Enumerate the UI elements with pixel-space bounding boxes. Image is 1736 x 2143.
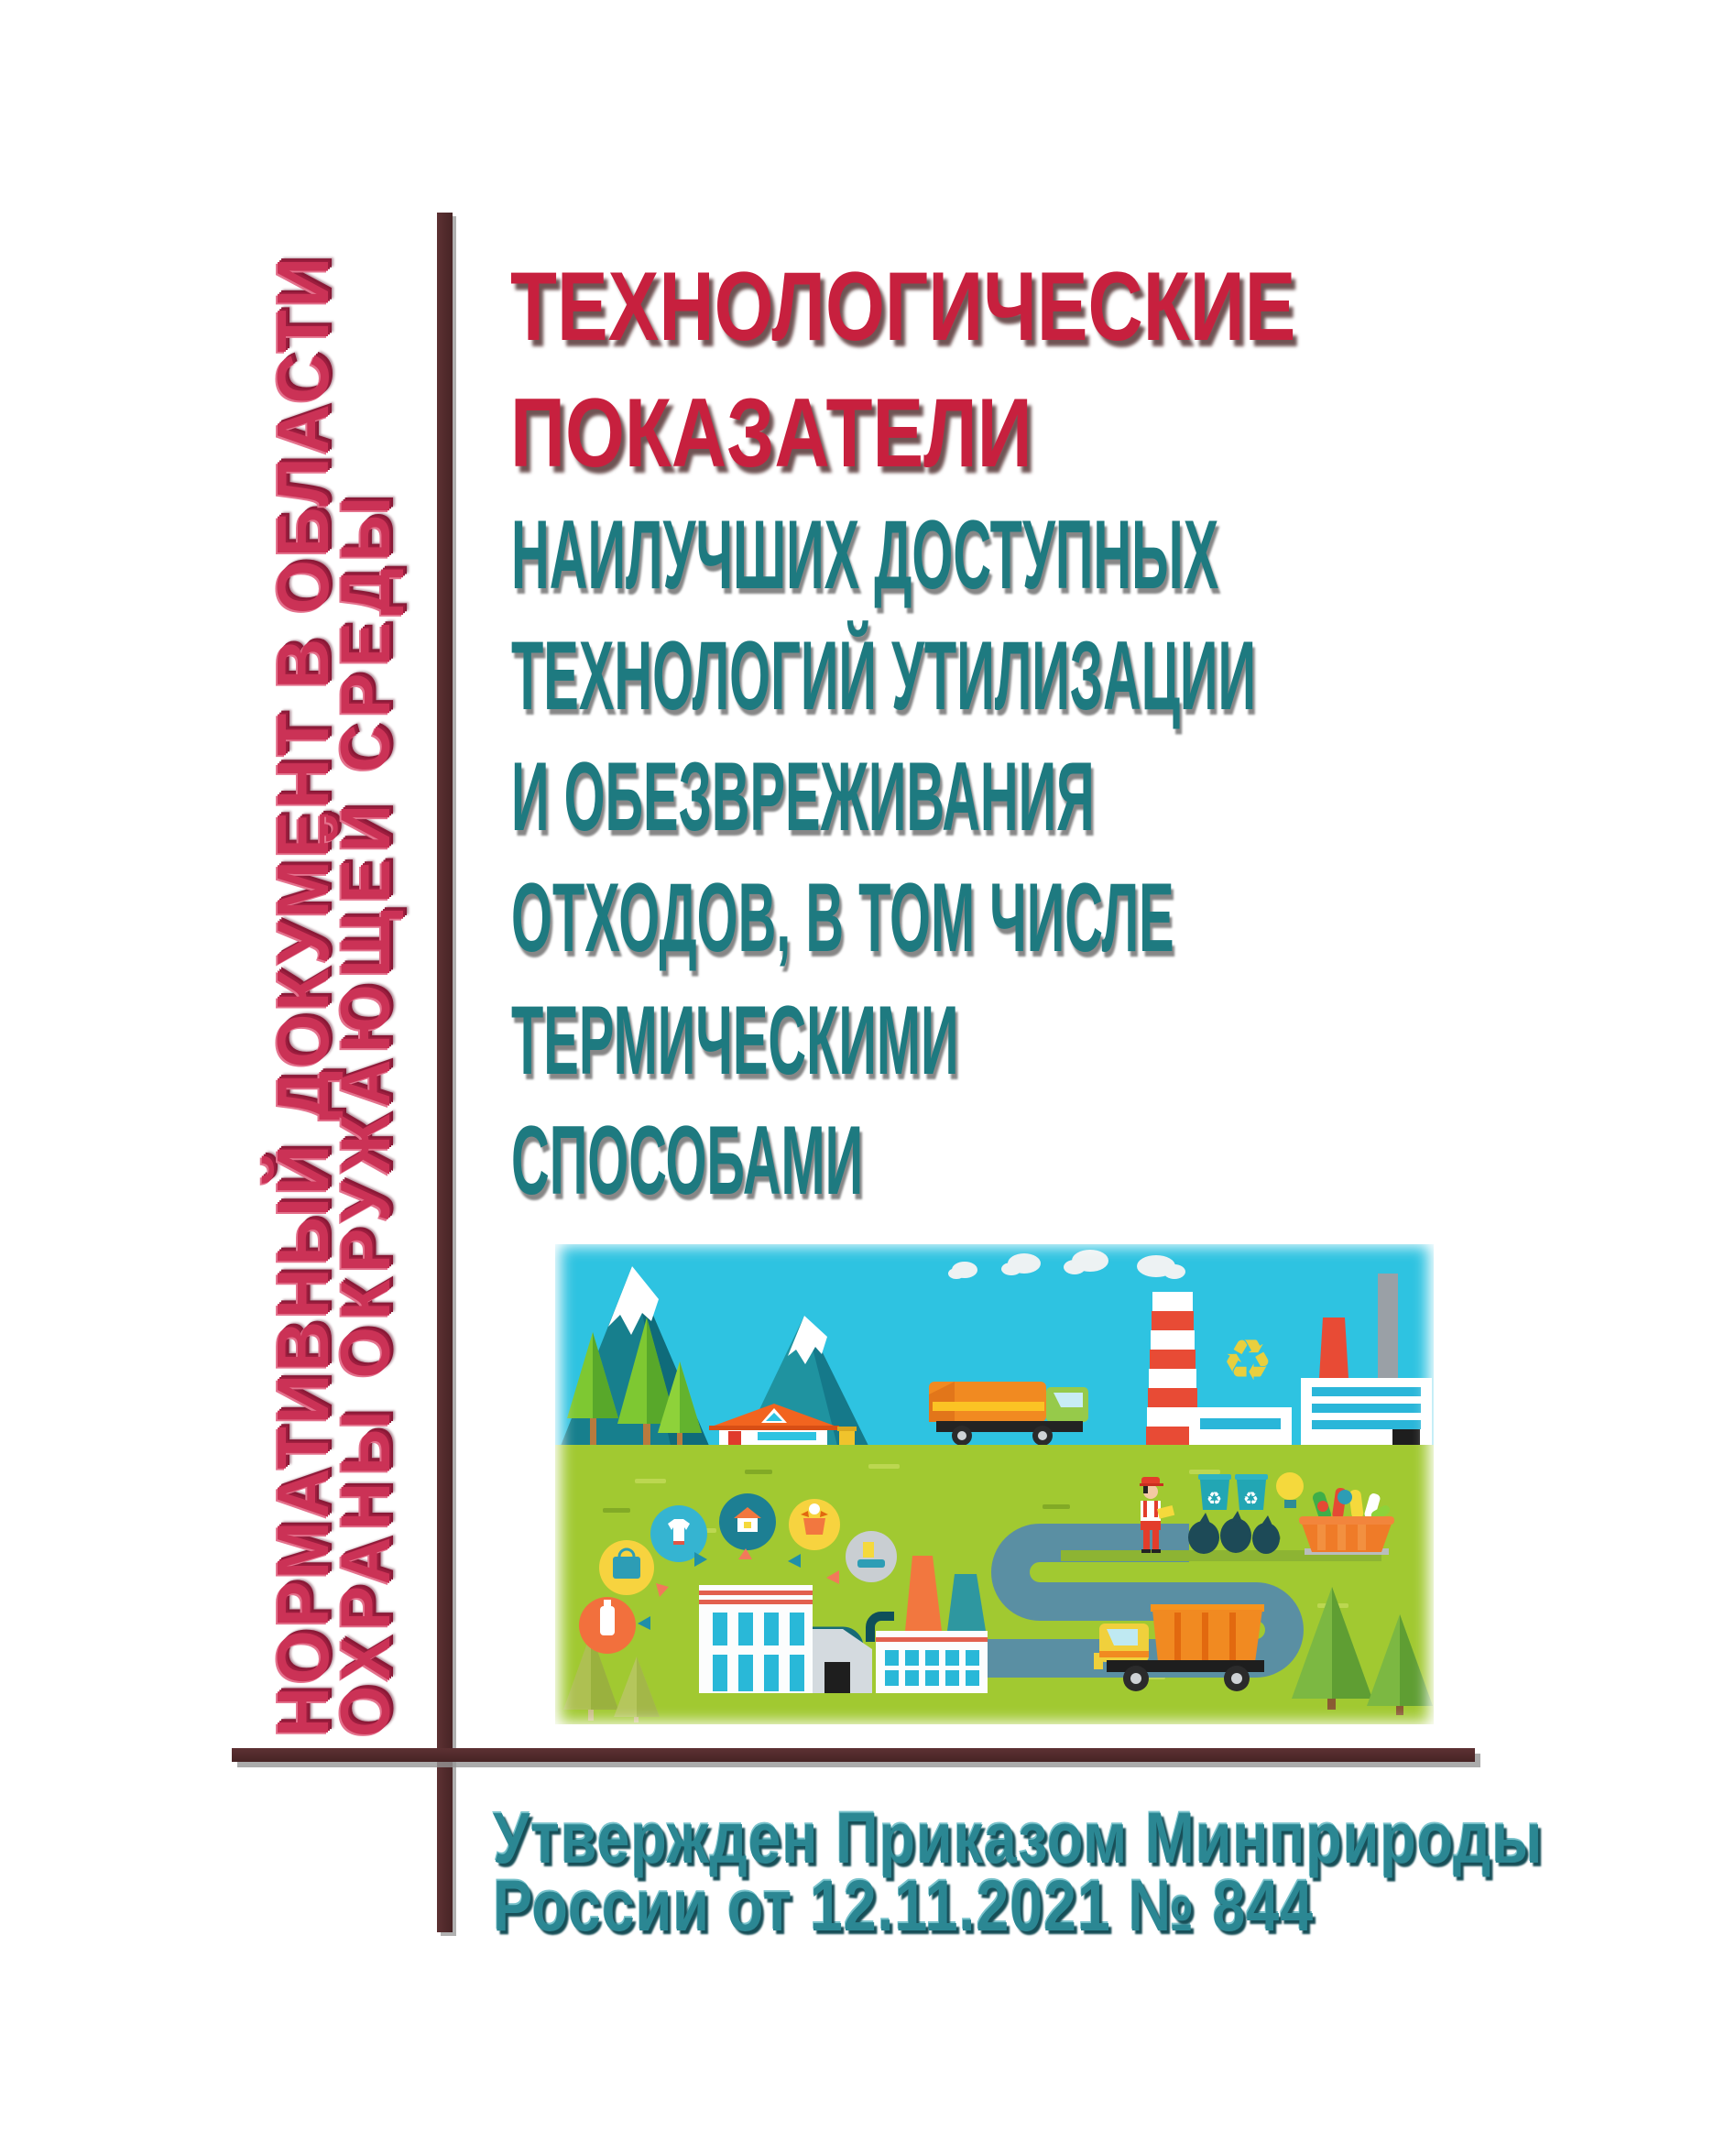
svg-text:♻: ♻ — [1243, 1489, 1260, 1509]
horizontal-divider-line — [232, 1748, 1475, 1762]
subtitle-line-3: И ОБЕЗВРЕЖИВАНИЯ — [511, 741, 1095, 851]
recycle-icon: ♻ — [1222, 1327, 1273, 1394]
subtitle-line-4: ОТХОДОВ, В ТОМ ЧИСЛЕ — [511, 862, 1174, 972]
vertical-divider-line — [437, 213, 453, 1932]
cover-illustration — [548, 1233, 1441, 1735]
page-title-line1: ТЕХНОЛОГИЧЕСКИЕ — [510, 251, 1296, 361]
svg-text:♻: ♻ — [1206, 1489, 1223, 1509]
approval-line1: Утвержден Приказом Минприроды — [493, 1797, 1544, 1878]
subtitle-line-5: ТЕРМИЧЕСКИМИ — [511, 985, 959, 1095]
approval-line2: России от 12.11.2021 № 844 — [493, 1864, 1314, 1946]
subtitle-line-6: СПОСОБАМИ — [511, 1105, 864, 1215]
subtitle-line-1: НАИЛУЧШИХ ДОСТУПНЫХ — [511, 499, 1219, 609]
waste-recycling-scene — [548, 1233, 1441, 1735]
sidebar-caption-line1: НОРМАТИВНЫЙ ДОКУМЕНТ В ОБЛАСТИ — [262, 254, 344, 1737]
yellow-bin-lid — [837, 1427, 857, 1431]
subtitle-line-2: ТЕХНОЛОГИЙ УТИЛИЗАЦИИ — [511, 620, 1256, 730]
sidebar-vertical-caption — [262, 225, 405, 1737]
sidebar-caption-line2: ОХРАНЫ ОКРУЖАЮЩЕЙ СРЕДЫ — [327, 489, 405, 1737]
page-title-line2: ПОКАЗАТЕЛИ — [510, 377, 1032, 487]
